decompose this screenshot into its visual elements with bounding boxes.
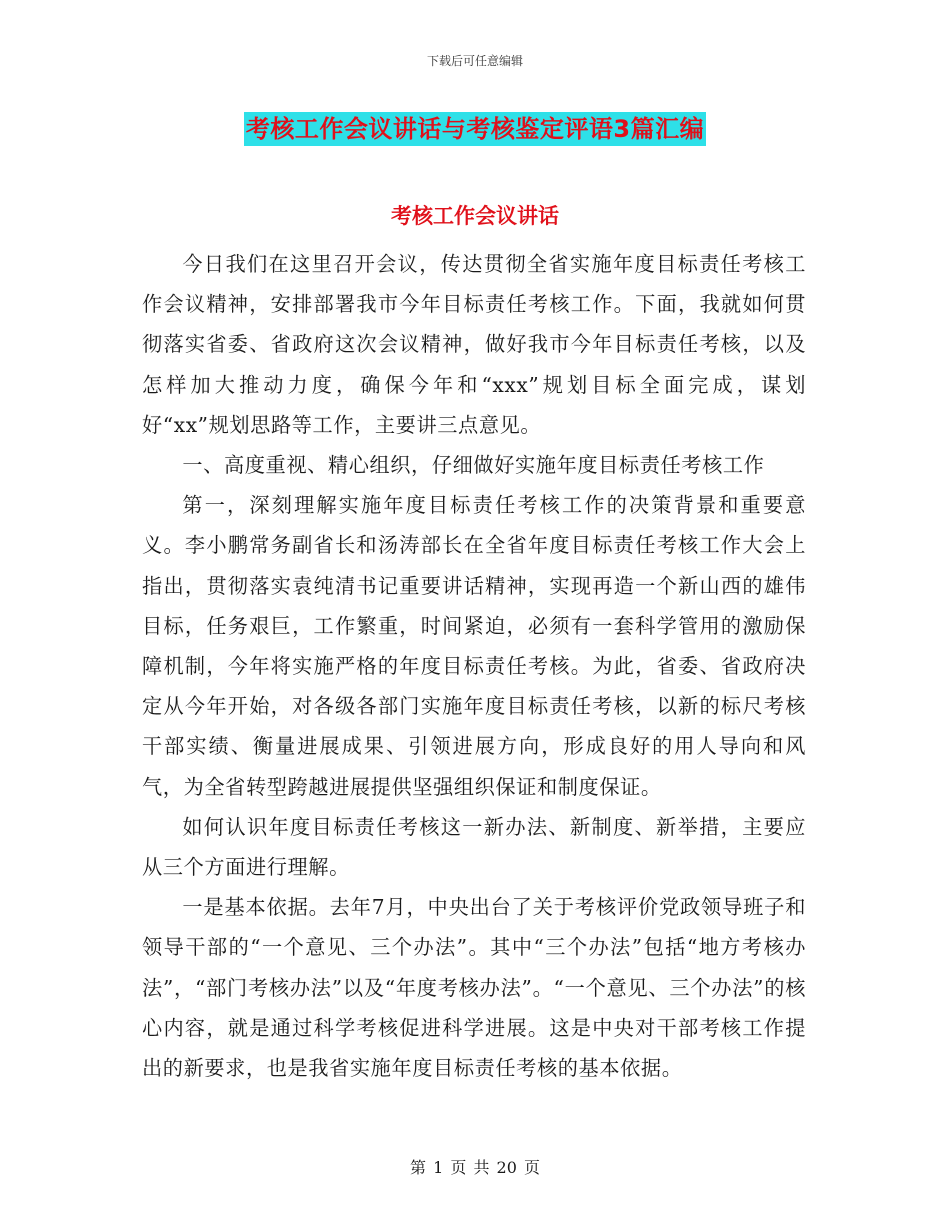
document-body <box>142 244 806 1088</box>
section-title: 考核工作会议讲话 <box>391 204 559 228</box>
page-number: 第 1 页 共 20 页 <box>410 1158 540 1177</box>
paragraph-basic-basis: 一是基本依据。去年7月，中央出台了关于考核评价党政领导班子和领导干部的“一个意见、三个办法”。其中“三个办法”包括“地方考核办法”，“部门考核办法”以及“年度考核办法”。“一个意见、三个办法”的核心内容，就是通过科学考核促进科学进展。这是中央对干部考核工作提出的新要求，也是我省实施年度目标责任考核的基本依据。 <box>142 895 806 1081</box>
paragraph-heading-one: 一、高度重视、精心组织，仔细做好实施年度目标责任考核工作 <box>182 453 765 478</box>
document-title-container <box>0 112 950 146</box>
document-title: 考核工作会议讲话与考核鉴定评语3篇汇编 <box>244 112 706 146</box>
page-header-note: 下载后可任意编辑 <box>426 54 523 68</box>
paragraph-understanding: 如何认识年度目标责任考核这一新办法、新制度、新举措，主要应从三个方面进行理解。 <box>142 814 806 880</box>
paragraph-intro: 今日我们在这里召开会议，传达贯彻全省实施年度目标责任考核工作会议精神，安排部署我市今年目标责任考核工作。下面，我就如何贯彻落实省委、省政府这次会议精神，做好我市今年目标责任考核，以及怎样加大推动力度，确保今年和“xxx”规划目标全面完成，谋划好“xx”规划思路等工作，主要讲三点意见。 <box>142 252 806 437</box>
paragraph-first-point: 第一，深刻理解实施年度目标责任考核工作的决策背景和重要意义。李小鹏常务副省长和汤涛部长在全省年度目标责任考核工作大会上指出，贯彻落实袁纯清书记重要讲话精神，实现再造一个新山西的雄伟目标，任务艰巨，工作繁重，时间紧迫，必须有一套科学管用的激励保障机制，今年将实施严格的年度目标责任考核。为此，省委、省政府决定从今年开始，对各级各部门实施年度目标责任考核，以新的标尺考核干部实绩、衡量进展成果、引领进展方向，形成良好的用人导向和风气，为全省转型跨越进展提供坚强组织保证和制度保证。 <box>142 493 806 799</box>
